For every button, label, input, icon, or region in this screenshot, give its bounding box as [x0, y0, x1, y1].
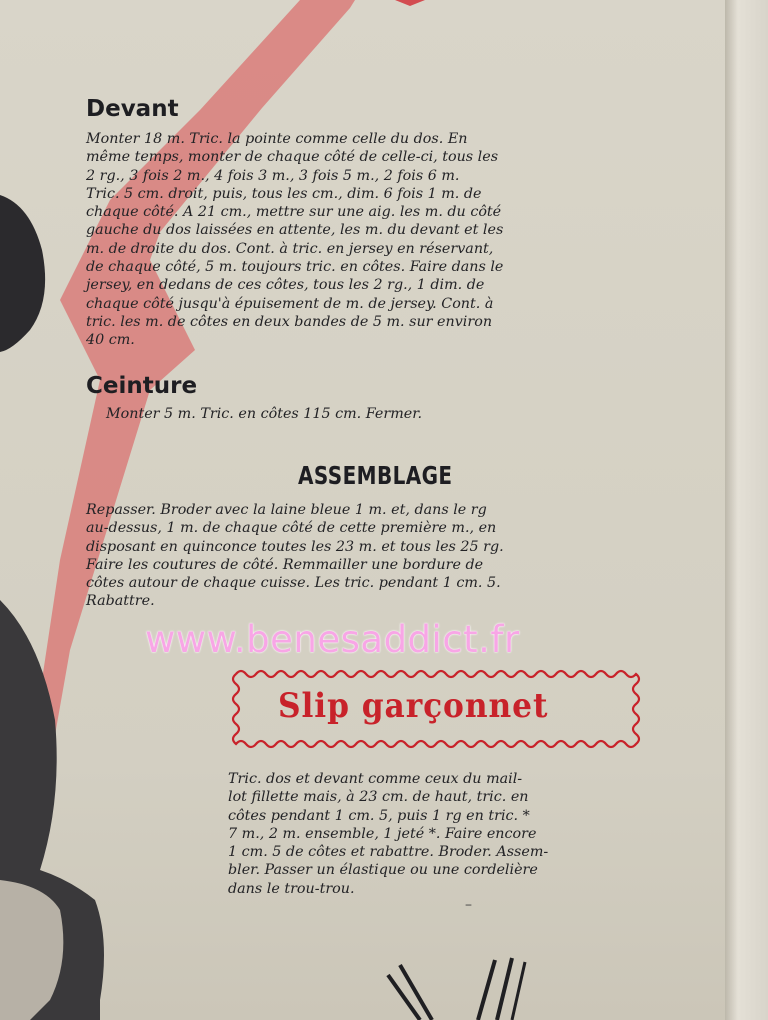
ceinture-paragraph [106, 405, 566, 423]
slip-title: Slip garçonnet [278, 686, 549, 726]
assemblage-paragraph [86, 501, 646, 611]
dark-figure-shape [0, 195, 45, 352]
devant-text-line: de chaque côté, 5 m. toujours tric. en côtes. Faire dans le [86, 259, 504, 276]
devant-text-line: m. de droite du dos. Cont. à tric. en jersey en réservant, [86, 240, 494, 257]
slip-text-line: bler. Passer un élastique ou une cordelière [228, 862, 538, 879]
assemblage-text-line: Repasser. Broder avec la laine bleue 1 m. et, dans le rg [86, 502, 487, 518]
needle-line [512, 962, 525, 1020]
slip-paragraph [228, 770, 648, 898]
devant-text-line: 2 rg., 3 fois 2 m., 4 fois 3 m., 3 fois 5 m., 2 fois 6 m. [86, 167, 460, 184]
devant-text-line: 40 cm. [86, 332, 135, 349]
devant-text-line: gauche du dos laissées en attente, les m. du devant et les [86, 222, 504, 239]
ceinture-text-line: Monter 5 m. Tric. en côtes 115 cm. Fermer. [106, 406, 423, 422]
slip-text-line: dans le trou-trou. [228, 880, 355, 897]
slip-text-line: lot fillette mais, à 23 cm. de haut, tric. en [228, 789, 529, 806]
devant-text-line: Tric. 5 cm. droit, puis, tous les cm., dim. 6 fois 1 m. de [86, 185, 482, 202]
slip-text-line: 1 cm. 5 de côtes et rabattre. Broder. Assem- [228, 844, 549, 861]
needle-line [478, 960, 495, 1020]
watermark-url: www.benesaddict.fr [145, 618, 520, 661]
devant-text-line: Monter 18 m. Tric. la pointe comme celle du dos. En [86, 131, 468, 147]
red-ribbon-top [395, 0, 425, 6]
slip-text-line: Tric. dos et devant comme ceux du mail- [228, 771, 523, 787]
separator-dash: – [465, 897, 472, 913]
assemblage-text-line: au-dessus, 1 m. de chaque côté de cette première m., en [86, 520, 497, 537]
devant-text-line: jersey, en dedans de ces côtes, tous les 2 rg., 1 dim. de [86, 277, 485, 294]
devant-heading: Devant [86, 96, 179, 122]
devant-paragraph [86, 130, 642, 350]
assemblage-text-line: disposant en quinconce toutes les 23 m. et tous les 25 rg. [86, 538, 504, 555]
devant-text-line: chaque côté. A 21 cm., mettre sur une aig. les m. du côté [86, 204, 502, 221]
assemblage-heading: ASSEMBLAGE [298, 461, 453, 490]
devant-text-line: même temps, monter de chaque côté de celle-ci, tous les [86, 149, 499, 166]
needle-line [388, 975, 420, 1020]
slip-text-line: 7 m., 2 m. ensemble, 1 jeté *. Faire encore [228, 825, 537, 842]
ceinture-heading: Ceinture [86, 373, 198, 399]
assemblage-text-line: côtes autour de chaque cuisse. Les tric. pendant 1 cm. 5. [86, 575, 501, 592]
assemblage-text-line: Faire les coutures de côté. Remmailler une bordure de [86, 556, 484, 573]
devant-text-line: chaque côté jusqu'à épuisement de m. de jersey. Cont. à [86, 295, 494, 312]
slip-text-line: côtes pendant 1 cm. 5, puis 1 rg en tric. * [228, 807, 530, 824]
page-edge [725, 0, 768, 1020]
assemblage-text-line: Rabattre. [86, 593, 155, 610]
needle-line [497, 958, 512, 1020]
devant-text-line: tric. les m. de côtes en deux bandes de 5 m. sur environ [86, 313, 493, 330]
